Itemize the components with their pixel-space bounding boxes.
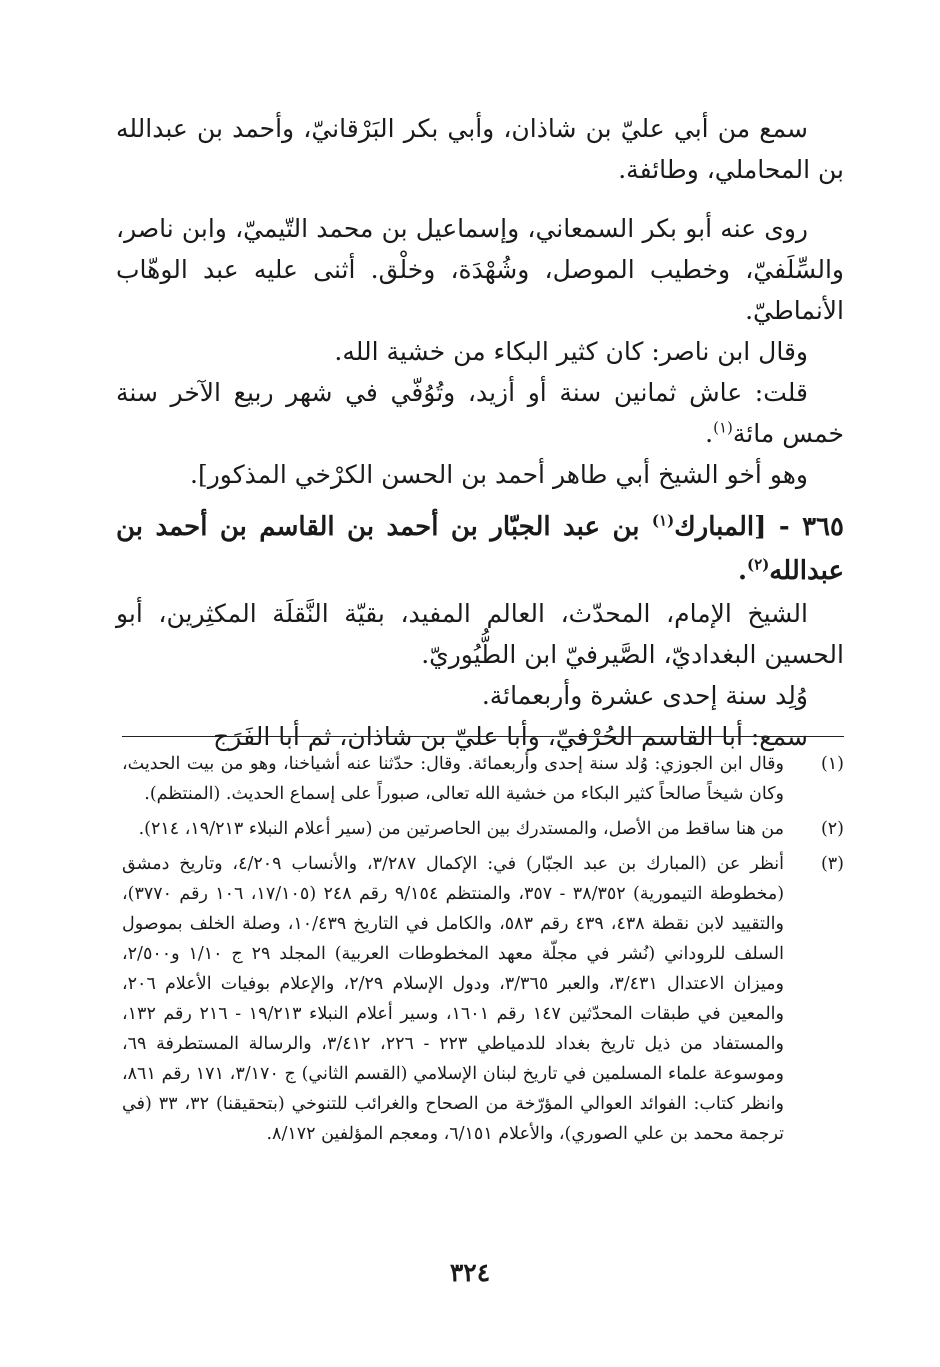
footnote-text: من هنا ساقط من الأصل، والمستدرك بين الحاصرتين من (سير أعلام النبلاء ١٩/٢١٣، ٢١٤).	[138, 819, 784, 839]
death-note-text: قلت: عاش ثمانين سنة أو أزيد، وتُوُفّي في شهر ربيع الآخر سنة خمس مائة	[116, 378, 844, 448]
entry-name-part2: بن عبد الجبّار بن أحمد بن القاسم بن أحمد بن عبدالله	[116, 512, 844, 586]
paragraph-heard-from: سمع من أبي عليّ بن شاذان، وأبي بكر البَرْقانيّ، وأحمد بن عبدالله بن المحاملي، وطائفة.	[116, 114, 844, 184]
paragraph-titles: الشيخ الإمام، المحدّث، العالم المفيد، بقيّة النَّقلَة المكثِرين، أبو الحسين البغداديّ، الصَّيرفيّ ابن الطُّيُوريّ.	[116, 599, 844, 669]
footnote-divider	[122, 736, 844, 737]
footnote-text: وقال ابن الجوزي: وُلد سنة إحدى وأربعمائة. وقال: حدّثنا عنه أشياخنا، وهو من بيت الحديث، وكان شيخاً صالحاً كثير البكاء من خشية الله تعالى، صبوراً على إسماع الحديث. (المنتظم).	[122, 754, 784, 804]
entry-heading	[116, 505, 844, 593]
paragraph-brother-note: وهو أخو الشيخ أبي طاهر أحمد بن الحسن الكرْخي المذكور].	[190, 460, 808, 489]
paragraph-heard-continued: سمع: أبا القاسم الحُرْفيّ، وأبا عليّ بن شاذان، ثم أبا الفَرَج	[213, 722, 808, 751]
footnote-ref-1[interactable]: (١)	[713, 418, 733, 437]
main-text	[116, 108, 844, 757]
footnote-ref-entry-1[interactable]: (١)	[651, 511, 675, 530]
footnote-ref-entry-2[interactable]: (٢)	[747, 555, 770, 574]
paragraph-ibn-nasir-quote: وقال ابن ناصر: كان كثير البكاء من خشية الله.	[334, 337, 808, 366]
entry-end: .	[737, 556, 748, 586]
paragraph-narrated-by: روى عنه أبو بكر السمعاني، وإسماعيل بن محمد التّيميّ، وابن ناصر، والسِّلَفيّ، وخطيب الموصل، وشُهْدَة، وخلْق. أثنى عليه عبد الوهّاب الأنماطيّ.	[116, 214, 844, 325]
footnote-text: أنظر عن (المبارك بن عبد الجبّار) في: الإكمال ٣/٢٨٧، والأنساب ٤/٢٠٩، وتاريخ دمشق (مخطوطة التيمورية) ٣٨/٣٥٢ - ٣٥٧، والمنتظم ٩/١٥٤ رقم ٢٤٨ (١٧/١٠٥، ١٠٦ رقم ٣٧٧٠)، والتقييد لابن نقطة ٤٣٨، ٤٣٩ رقم ٥٨٣، والكامل في التاريخ ١٠/٤٣٩، وصلة الخلف بموصول السلف للروداني (نُشر في مجلّة معهد المخطوطات العربية) المجلد ٢٩ ج ١/١٠ و٢/٥٠٠، وميزان الاعتدال ٣/٤٣١، والعبر ٣/٣٦٥، ودول الإسلام ٢/٢٩، والإعلام بوفيات الأعلام ٢٠٦، والمعين في طبقات المحدّثين ١٤٧ رقم ١٦٠١، وسير أعلام النبلاء ١٩/٢١٣ - ٢١٦ رقم ١٣٢، والمستفاد من ذيل تاريخ بغداد للدمياطي ٢٢٣ - ٢٢٦، ٣/٤١٢، والرسالة المستطرفة ٦٩، وموسوعة علماء المسلمين في تاريخ لبنان الإسلامي (القسم الثاني) ج ٣/١٧٠، ١٧١ رقم ٨٦١، وانظر كتاب: الفوائد العوالي المؤرّخة من الصحاح والغرائب للتنوخي (بتحقيقنا) ٣٢، ٣٣ (في ترجمة محمد بن علي الصوري)، والأعلام ٦/١٥١، ومعجم المؤلفين ٨/١٧٢.	[122, 854, 785, 1144]
entry-name-part1: - [المبارك	[674, 512, 803, 542]
footnote-number: (٣)	[820, 854, 844, 874]
entry-number: ٣٦٥	[802, 512, 844, 542]
footnote-item	[122, 749, 844, 809]
death-note-end: .	[705, 419, 714, 448]
footnote-number: (٢)	[820, 819, 844, 839]
footnote-item	[122, 814, 844, 844]
footnote-item	[122, 849, 844, 1149]
footnote-number: (١)	[820, 754, 844, 774]
page-number: ٣٢٤	[449, 1258, 491, 1287]
paragraph-death-note	[116, 372, 844, 454]
paragraph-birth: وُلِد سنة إحدى عشرة وأربعمائة.	[481, 681, 808, 710]
footnotes	[122, 744, 844, 1149]
